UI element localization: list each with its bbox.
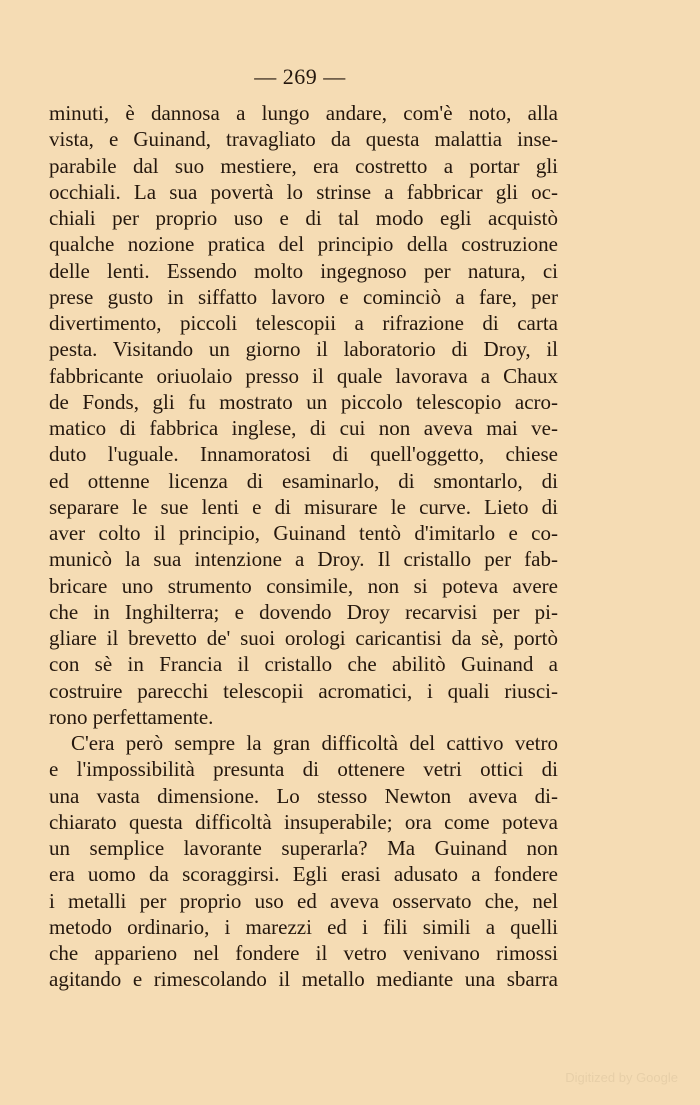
body-text bbox=[49, 100, 558, 993]
text-line: chiali per proprio uso e di tal modo egli acquistò bbox=[49, 206, 558, 230]
text-line: i metalli per proprio uso ed aveva osservato che, nel bbox=[49, 888, 558, 913]
text-line: bricare uno strumento consimile, non si poteva avere bbox=[49, 573, 558, 598]
text-line: gliare il brevetto de' suoi orologi caricantisi da sè, portò bbox=[49, 626, 558, 650]
text-line: pesta. Visitando un giorno il laboratorio di Droy, il bbox=[49, 337, 558, 362]
text-line: vista, e Guinand, travagliato da questa malattia inse- bbox=[49, 127, 558, 152]
text-line: una vasta dimensione. Lo stesso Newton aveva di- bbox=[49, 783, 558, 808]
text-line: parabile dal suo mestiere, era costretto a portar gli bbox=[49, 153, 558, 178]
text-line: aver colto il principio, Guinand tentò d'imitarlo e co- bbox=[49, 521, 558, 545]
text-line: con sè in Francia il cristallo che abilitò Guinand a bbox=[49, 652, 558, 677]
digitization-watermark: Digitized by Google bbox=[565, 1070, 678, 1085]
text-line: agitando e rimescolando il metallo mediante una sbarra bbox=[49, 967, 558, 992]
text-line: rono perfettamente. bbox=[49, 704, 214, 729]
text-line: che in Inghilterra; e dovendo Droy recarvisi per pi- bbox=[49, 599, 558, 624]
text-line: matico di fabbrica inglese, di cui non aveva mai ve- bbox=[49, 416, 558, 440]
text-line: e l'impossibilità presunta di ottenere vetri ottici di bbox=[49, 757, 558, 782]
text-line: chiarato questa difficoltà insuperabile; ora come poteva bbox=[49, 809, 558, 834]
text-line: fabbricante oriuolaio presso il quale lavorava a Chaux bbox=[49, 363, 558, 388]
text-line: separare le sue lenti e di misurare le curve. Lieto di bbox=[49, 494, 558, 519]
text-line: un semplice lavorante superarla? Ma Guinand non bbox=[49, 836, 558, 860]
page-number: — 269 — bbox=[254, 64, 346, 89]
text-line: metodo ordinario, i marezzi ed i fili simili a quelli bbox=[49, 914, 558, 939]
text-line: de Fonds, gli fu mostrato un piccolo telescopio acro- bbox=[49, 389, 558, 414]
text-line: che apparieno nel fondere il vetro venivano rimossi bbox=[49, 941, 558, 965]
text-line: divertimento, piccoli telescopii a rifrazione di carta bbox=[49, 311, 558, 335]
text-line: occhiali. La sua povertà lo strinse a fabbricar gli oc- bbox=[49, 179, 558, 204]
text-line: era uomo da scoraggirsi. Egli erasi adusato a fondere bbox=[49, 862, 558, 887]
text-line: duto l'uguale. Innamoratosi di quell'oggetto, chiese bbox=[49, 442, 558, 467]
text-line: minuti, è dannosa a lungo andare, com'è noto, alla bbox=[49, 101, 558, 125]
text-line: qualche nozione pratica del principio della costruzione bbox=[49, 232, 558, 257]
text-line: ed ottenne licenza di esaminarlo, di smontarlo, di bbox=[49, 468, 558, 493]
text-line: municò la sua intenzione a Droy. Il cristallo per fab- bbox=[49, 547, 558, 572]
text-line: delle lenti. Essendo molto ingegnoso per natura, ci bbox=[49, 258, 558, 283]
text-line: costruire parecchi telescopii acromatici, i quali riusci- bbox=[49, 678, 558, 703]
text-line: C'era però sempre la gran difficoltà del cattivo vetro bbox=[71, 731, 558, 755]
text-line: prese gusto in siffatto lavoro e cominciò a fare, per bbox=[49, 284, 558, 309]
